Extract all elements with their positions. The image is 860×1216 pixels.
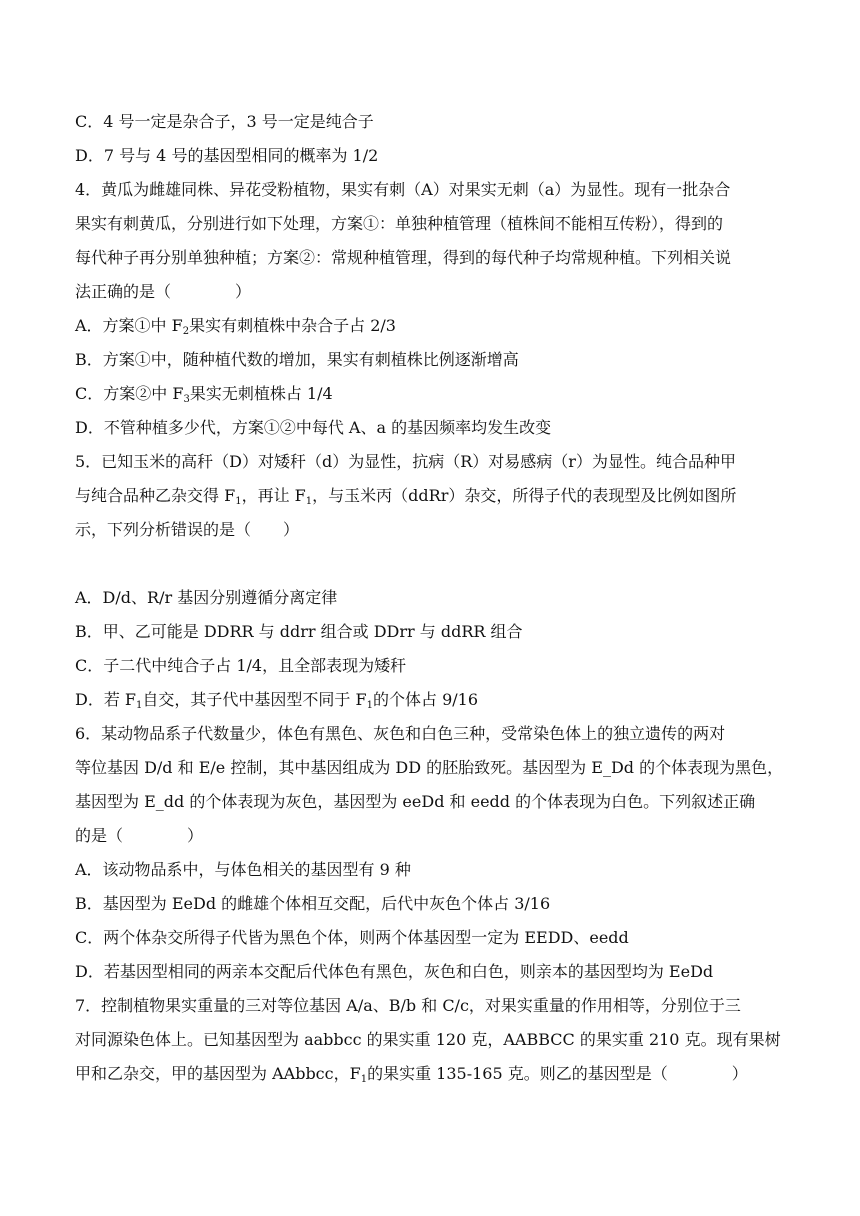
q5-option-a: A．D/d、R/r 基因分别遵循分离定律 bbox=[75, 588, 338, 607]
q4-stem-line1: 4．黄瓜为雌雄同株、异花受粉植物，果实有刺（A）对果实无刺（a）为显性。现有一批杂合 bbox=[75, 180, 731, 199]
q5-option-b: B．甲、乙可能是 DDRR 与 ddrr 组合或 DDrr 与 ddRR 组合 bbox=[75, 622, 523, 641]
q4-option-b: B．方案①中，随种植代数的增加，果实有刺植株比例逐渐增高 bbox=[75, 350, 519, 369]
q6-stem-line4: 的是（ ） bbox=[75, 826, 204, 845]
q6-option-a: A．该动物品系中，与体色相关的基因型有 9 种 bbox=[75, 860, 411, 879]
q7-stem-line1: 7．控制植物果实重量的三对等位基因 A/a、B/b 和 C/c，对果实重量的作用相等，分别位于三 bbox=[75, 996, 741, 1015]
q6-option-d: D．若基因型相同的两亲本交配后代体色有黑色，灰色和白色，则亲本的基因型均为 EeDd bbox=[75, 962, 714, 981]
q5-stem-line2: 与纯合品种乙杂交得 $F_1$，再让 $F_1$，与玉米丙（ddRr）杂交，所得子代的表现型及比例如图所 bbox=[75, 486, 737, 507]
q6-stem-line1: 6．某动物品系子代数量少，体色有黑色、灰色和白色三种，受常染色体上的独立遗传的两对 bbox=[75, 724, 726, 743]
q4-stem-line2: 果实有刺黄瓜，分别进行如下处理，方案①：单独种植管理（植株间不能相互传粉），得到的 bbox=[75, 214, 724, 233]
q6-option-c: C．两个体杂交所得子代皆为黑色个体，则两个体基因型一定为 EEDD、eedd bbox=[75, 928, 629, 947]
q6-stem-line3: 基因型为 E_dd 的个体表现为灰色，基因型为 eeDd 和 eedd 的个体表现为白色。下列叙述正确 bbox=[75, 792, 756, 811]
q5-stem-line1: 5．已知玉米的高秆（D）对矮秆（d）为显性，抗病（R）对易感病（r）为显性。纯合品种甲 bbox=[75, 452, 736, 471]
q5-option-c: C．子二代中纯合子占 1/4，且全部表现为矮秆 bbox=[75, 656, 407, 675]
q7-stem-line3: 甲和乙杂交，甲的基因型为 AAbbcc，$F_1$的果实重 135-165 克。则乙的基因型是（ ） bbox=[75, 1064, 748, 1085]
q4-option-a: A．方案①中 $F_2$果实有刺植株中杂合子占 2/3 bbox=[75, 316, 396, 337]
q4-stem-line3: 每代种子再分别单独种植；方案②：常规种植管理，得到的每代种子均常规种植。下列相关说 bbox=[75, 248, 732, 267]
q7-stem-line2: 对同源染色体上。已知基因型为 aabbcc 的果实重 120 克，AABBCC 的果实重 210 克。现有果树 bbox=[75, 1030, 781, 1049]
q3-option-d: D．7 号与 4 号的基因型相同的概率为 1/2 bbox=[75, 146, 379, 165]
q3-option-c: C．4 号一定是杂合子，3 号一定是纯合子 bbox=[75, 112, 374, 131]
q4-stem-line4: 法正确的是（ ） bbox=[75, 282, 252, 301]
q4-option-c: C．方案②中 $F_3$果实无刺植株占 1/4 bbox=[75, 384, 333, 405]
q6-option-b: B．基因型为 EeDd 的雌雄个体相互交配，后代中灰色个体占 3/16 bbox=[75, 894, 551, 913]
q5-stem-line3: 示，下列分析错误的是（ ） bbox=[75, 520, 300, 539]
q4-option-d: D．不管种植多少代，方案①②中每代 A、a 的基因频率均发生改变 bbox=[75, 418, 552, 437]
q5-option-d: D．若 $F_1$自交，其子代中基因型不同于 $F_1$的个体占 9/16 bbox=[75, 690, 479, 711]
q6-stem-line2: 等位基因 D/d 和 E/e 控制，其中基因组成为 DD 的胚胎致死。基因型为 E_Dd 的个体表现为黑色， bbox=[75, 758, 784, 777]
